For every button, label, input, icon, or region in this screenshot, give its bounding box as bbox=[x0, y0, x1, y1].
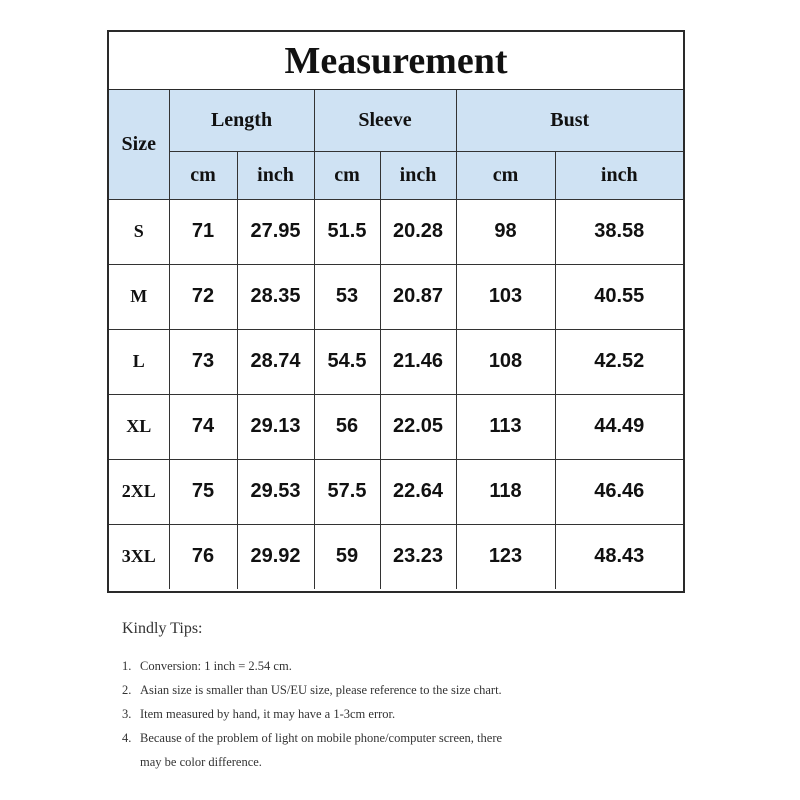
value-cell: 51.5 bbox=[314, 199, 380, 264]
table-row bbox=[109, 329, 683, 394]
value-cell: 20.87 bbox=[380, 264, 456, 329]
value-cell: 76 bbox=[169, 524, 237, 589]
header-sleeve: Sleeve bbox=[314, 90, 456, 151]
value-cell: 123 bbox=[456, 524, 555, 589]
tip-number: 3. bbox=[122, 707, 132, 721]
unit-header: inch bbox=[555, 151, 683, 199]
value-cell: 118 bbox=[456, 459, 555, 524]
size-cell: 3XL bbox=[109, 524, 169, 589]
value-cell: 54.5 bbox=[314, 329, 380, 394]
unit-header: cm bbox=[314, 151, 380, 199]
tip-item bbox=[122, 678, 682, 702]
value-cell: 22.05 bbox=[380, 394, 456, 459]
value-cell: 72 bbox=[169, 264, 237, 329]
value-cell: 20.28 bbox=[380, 199, 456, 264]
tip-item bbox=[122, 702, 682, 726]
value-cell: 74 bbox=[169, 394, 237, 459]
value-cell: 57.5 bbox=[314, 459, 380, 524]
size-cell: L bbox=[109, 329, 169, 394]
chart-title: Measurement bbox=[109, 32, 683, 90]
value-cell: 75 bbox=[169, 459, 237, 524]
value-cell: 40.55 bbox=[555, 264, 683, 329]
tip-number: 4. bbox=[122, 731, 132, 745]
table-row bbox=[109, 394, 683, 459]
tips-title: Kindly Tips: bbox=[122, 620, 203, 637]
value-cell: 103 bbox=[456, 264, 555, 329]
value-cell: 29.13 bbox=[237, 394, 314, 459]
measurement-table bbox=[109, 90, 683, 589]
header-size: Size bbox=[109, 90, 169, 199]
header-bust: Bust bbox=[456, 90, 683, 151]
unit-header: cm bbox=[169, 151, 237, 199]
value-cell: 27.95 bbox=[237, 199, 314, 264]
size-chart bbox=[107, 30, 685, 593]
unit-header: cm bbox=[456, 151, 555, 199]
tip-item bbox=[122, 654, 682, 678]
unit-header: inch bbox=[237, 151, 314, 199]
value-cell: 44.49 bbox=[555, 394, 683, 459]
header-row-units bbox=[109, 151, 683, 199]
value-cell: 59 bbox=[314, 524, 380, 589]
size-cell: S bbox=[109, 199, 169, 264]
value-cell: 28.35 bbox=[237, 264, 314, 329]
value-cell: 29.92 bbox=[237, 524, 314, 589]
value-cell: 23.23 bbox=[380, 524, 456, 589]
size-cell: M bbox=[109, 264, 169, 329]
value-cell: 46.46 bbox=[555, 459, 683, 524]
value-cell: 42.52 bbox=[555, 329, 683, 394]
value-cell: 73 bbox=[169, 329, 237, 394]
tip-text: Because of the problem of light on mobile phone/computer screen, there may be color difference. bbox=[140, 731, 503, 769]
value-cell: 113 bbox=[456, 394, 555, 459]
header-length: Length bbox=[169, 90, 314, 151]
value-cell: 48.43 bbox=[555, 524, 683, 589]
tip-number: 1. bbox=[122, 659, 132, 673]
table-row bbox=[109, 199, 683, 264]
value-cell: 21.46 bbox=[380, 329, 456, 394]
size-cell: 2XL bbox=[109, 459, 169, 524]
value-cell: 53 bbox=[314, 264, 380, 329]
table-row bbox=[109, 524, 683, 589]
tip-number: 2. bbox=[122, 683, 132, 697]
value-cell: 108 bbox=[456, 329, 555, 394]
tip-text: Asian size is smaller than US/EU size, please reference to the size chart. bbox=[140, 683, 502, 697]
unit-header: inch bbox=[380, 151, 456, 199]
size-cell: XL bbox=[109, 394, 169, 459]
value-cell: 28.74 bbox=[237, 329, 314, 394]
table-row bbox=[109, 459, 683, 524]
value-cell: 38.58 bbox=[555, 199, 683, 264]
kindly-tips bbox=[122, 620, 682, 774]
tip-item bbox=[122, 726, 682, 774]
value-cell: 29.53 bbox=[237, 459, 314, 524]
value-cell: 22.64 bbox=[380, 459, 456, 524]
tip-text: Item measured by hand, it may have a 1-3cm error. bbox=[140, 707, 396, 721]
value-cell: 98 bbox=[456, 199, 555, 264]
table-row bbox=[109, 264, 683, 329]
value-cell: 71 bbox=[169, 199, 237, 264]
value-cell: 56 bbox=[314, 394, 380, 459]
header-row-groups bbox=[109, 90, 683, 151]
tip-text: Conversion: 1 inch = 2.54 cm. bbox=[140, 659, 292, 673]
